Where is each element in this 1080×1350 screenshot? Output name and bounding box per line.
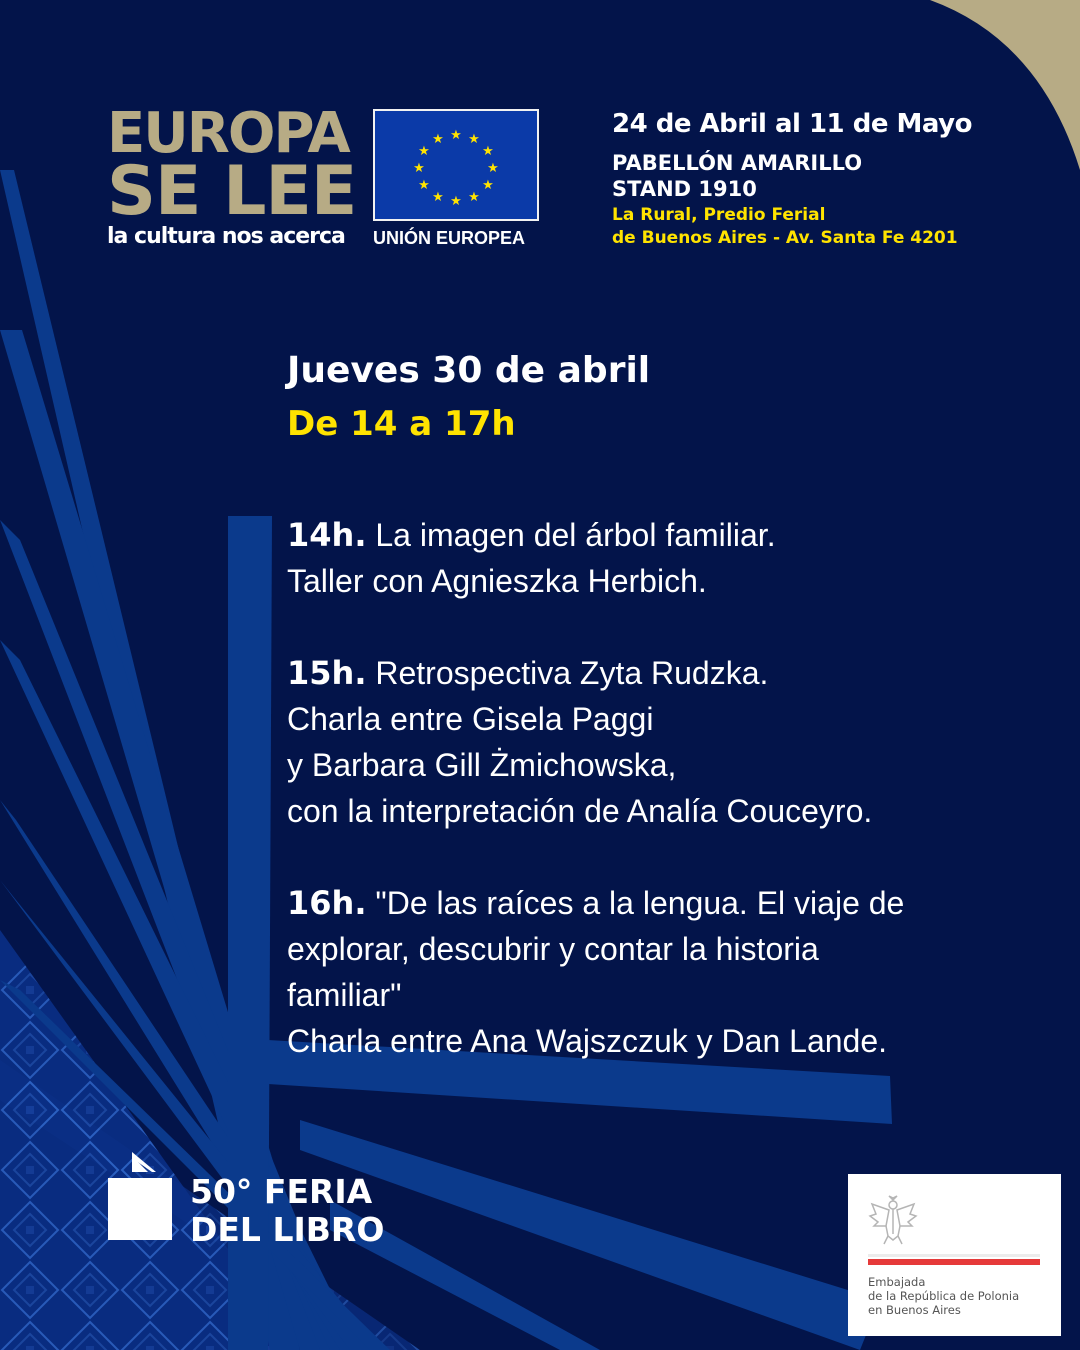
- svg-text:★: ★: [432, 132, 444, 147]
- svg-text:★: ★: [482, 144, 494, 159]
- svg-text:★: ★: [468, 190, 480, 205]
- logo-tagline: la cultura nos acerca: [107, 224, 345, 249]
- program-line: Taller con Agnieszka Herbich.: [287, 563, 707, 599]
- day-title: Jueves 30 de abril: [287, 350, 651, 391]
- svg-text:★: ★: [418, 144, 430, 159]
- eu-label: UNIÓN EUROPEA: [373, 228, 526, 248]
- program-line: familiar": [287, 977, 402, 1013]
- poland-flag-stripe: [868, 1259, 1040, 1265]
- program-time: 15h.: [287, 654, 367, 692]
- program-time: 14h.: [287, 516, 367, 554]
- event-venue-line2: de Buenos Aires - Av. Santa Fe 4201: [612, 228, 958, 248]
- eu-flag-icon: [373, 109, 539, 221]
- embassy-line3: en Buenos Aires: [868, 1303, 961, 1317]
- svg-text:★: ★: [482, 178, 494, 193]
- svg-text:★: ★: [487, 161, 499, 176]
- program-line: La imagen del árbol familiar.: [375, 517, 776, 553]
- feria-line2: DEL LIBRO: [190, 1210, 385, 1249]
- logo-europa: EUROPA: [107, 101, 349, 166]
- event-venue-line1: La Rural, Predio Ferial: [612, 205, 826, 225]
- svg-text:★: ★: [450, 128, 462, 143]
- svg-text:★: ★: [432, 190, 444, 205]
- program-line: explorar, descubrir y contar la historia: [287, 931, 819, 967]
- svg-text:★: ★: [450, 194, 462, 209]
- day-hours: De 14 a 17h: [287, 404, 516, 444]
- embassy-logo: [848, 1174, 1061, 1336]
- poland-flag-stripe: [868, 1254, 1040, 1257]
- program-line: y Barbara Gill Żmichowska,: [287, 747, 677, 783]
- event-dates: 24 de Abril al 11 de Mayo: [612, 109, 972, 139]
- svg-text:★: ★: [468, 132, 480, 147]
- feria-line1: 50° FERIA: [190, 1172, 373, 1211]
- logo-se-lee: SE LEE: [107, 152, 357, 231]
- program-item: [287, 650, 1047, 834]
- event-stand: STAND 1910: [612, 177, 757, 201]
- embassy-line1: Embajada: [868, 1275, 926, 1289]
- polish-eagle-icon: [868, 1194, 918, 1246]
- program-line: Retrospectiva Zyta Rudzka.: [375, 655, 769, 691]
- svg-text:★: ★: [413, 161, 425, 176]
- program-line: Charla entre Ana Wajszczuk y Dan Lande.: [287, 1023, 888, 1059]
- event-pavilion: PABELLÓN AMARILLO: [612, 151, 863, 175]
- program-item: [287, 880, 1047, 1064]
- program-line: con la interpretación de Analía Couceyro.: [287, 793, 873, 829]
- program-time: 16h.: [287, 884, 367, 922]
- program-item: [287, 512, 1007, 604]
- embassy-line2: de la República de Polonia: [868, 1289, 1020, 1303]
- program-line: "De las raíces a la lengua. El viaje de: [375, 885, 905, 921]
- program-line: Charla entre Gisela Paggi: [287, 701, 654, 737]
- svg-text:★: ★: [418, 178, 430, 193]
- feria-book-icon: [108, 1150, 174, 1242]
